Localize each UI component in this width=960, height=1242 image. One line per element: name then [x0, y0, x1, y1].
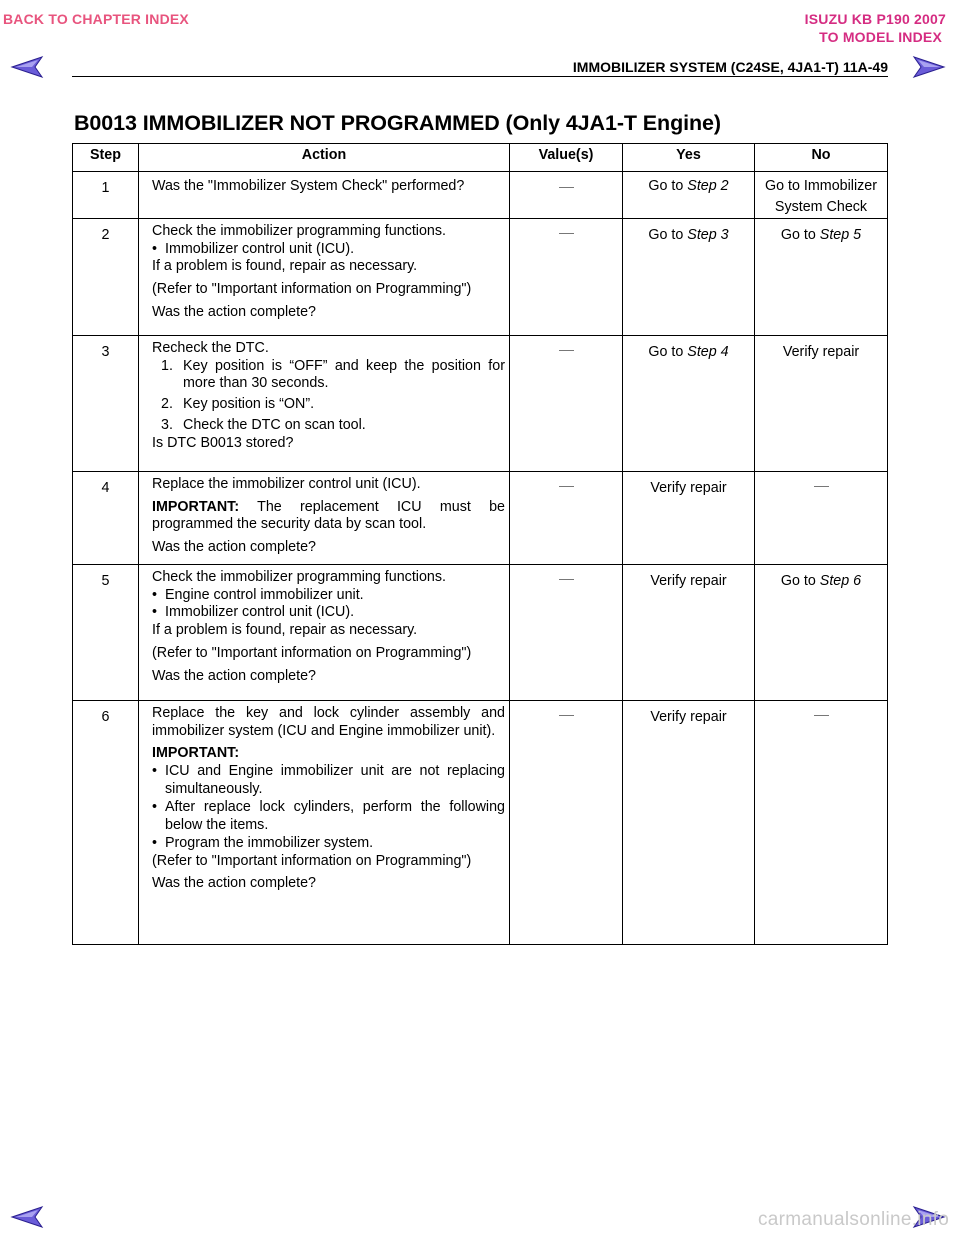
next-page-arrow-icon[interactable]: [912, 55, 946, 79]
empty-value-dash: [559, 350, 574, 351]
action-bullet: [152, 763, 505, 799]
value-cell: [510, 335, 623, 471]
yes-prefix: Go to: [648, 178, 688, 194]
action-bullet: [152, 799, 505, 835]
column-header-yes: Yes: [623, 144, 755, 172]
table-row: [73, 335, 888, 471]
step-number: 4: [73, 471, 139, 564]
value-cell: [510, 218, 623, 335]
empty-value-dash: [814, 486, 829, 487]
item-number: 1.: [161, 357, 173, 374]
action-important-note: [152, 499, 505, 535]
action-question: Was the action complete?: [152, 668, 316, 685]
bullet-text: Program the immobilizer system.: [165, 834, 374, 851]
no-step-link[interactable]: Step 5: [819, 226, 862, 243]
no-cell: [755, 564, 888, 700]
table-row: [73, 218, 888, 335]
column-header-step: Step: [73, 144, 139, 172]
bullet-text: Immobilizer control unit (ICU).: [165, 604, 355, 621]
no-prefix: Go to: [780, 226, 820, 243]
table-row: [73, 700, 888, 944]
bullet-text: Engine control immobilizer unit.: [165, 586, 364, 603]
no-cell: [755, 700, 888, 944]
step-number: 6: [73, 700, 139, 944]
no-cell: [755, 471, 888, 564]
action-question: Was the action complete?: [152, 304, 316, 321]
value-cell: [510, 471, 623, 564]
item-text: Check the DTC on scan tool.: [183, 417, 366, 434]
bullet-text: Immobilizer control unit (ICU).: [165, 240, 355, 257]
item-number: 2.: [161, 396, 173, 413]
yes-text: Verify repair: [650, 479, 727, 496]
action-text: Replace the immobilizer control unit (ICU).: [152, 475, 421, 492]
action-bullet: [152, 604, 505, 622]
model-title-link[interactable]: ISUZU KB P190 2007: [804, 11, 946, 27]
action-bullet: [152, 241, 505, 259]
previous-page-arrow-icon[interactable]: [10, 55, 44, 79]
empty-value-dash: [814, 715, 829, 716]
step-number: 5: [73, 564, 139, 700]
action-question: Was the action complete?: [152, 875, 316, 892]
action-text: If a problem is found, repair as necessary.: [152, 258, 418, 275]
item-text: Key position is “OFF” and keep the position for more than 30 seconds.: [183, 357, 505, 392]
no-cell: [755, 335, 888, 471]
yes-step-link[interactable]: Step 2: [687, 178, 729, 194]
step-number: 3: [73, 335, 139, 471]
yes-cell: [623, 218, 755, 335]
action-cell: [139, 218, 510, 335]
empty-value-dash: [559, 715, 574, 716]
action-text: Check the immobilizer programming functions.: [152, 568, 446, 585]
action-text: Replace the key and lock cylinder assembly and immobilizer system (ICU and Engine immobilizer unit).: [152, 704, 505, 739]
action-cell: [139, 172, 510, 219]
action-bullet: [152, 587, 505, 605]
yes-prefix: Go to: [648, 226, 688, 243]
no-text: System Check: [774, 198, 868, 215]
empty-value-dash: [559, 486, 574, 487]
important-label: IMPORTANT:: [152, 498, 240, 515]
action-numbered-item: [161, 417, 505, 435]
important-label: IMPORTANT:: [152, 745, 240, 762]
action-text: (Refer to "Important information on Programming"): [152, 852, 472, 869]
bullet-icon: •: [152, 586, 158, 603]
no-cell: [755, 172, 888, 219]
yes-cell: [623, 335, 755, 471]
action-cell: [139, 700, 510, 944]
action-text: Recheck the DTC.: [152, 339, 269, 356]
empty-value-dash: [559, 187, 574, 188]
item-number: 3.: [161, 417, 173, 434]
yes-step-link[interactable]: Step 4: [687, 343, 729, 360]
value-cell: [510, 564, 623, 700]
table-row: [73, 471, 888, 564]
action-text: Was the "Immobilizer System Check" performed?: [152, 178, 465, 194]
action-text: (Refer to "Important information on Programming"): [152, 645, 472, 662]
bullet-text: After replace lock cylinders, perform the following below the items.: [165, 799, 505, 833]
bullet-icon: •: [152, 763, 158, 780]
no-step-link[interactable]: Step 6: [819, 572, 862, 589]
important-text: The replacement ICU must be programmed the security data by scan tool.: [152, 498, 505, 533]
action-question: Is DTC B0013 stored?: [152, 435, 294, 452]
yes-cell: [623, 564, 755, 700]
page-title: B0013 IMMOBILIZER NOT PROGRAMMED (Only 4JA1-T Engine): [74, 111, 721, 135]
table-row: [73, 564, 888, 700]
bullet-icon: •: [152, 240, 158, 257]
no-prefix: Go to: [780, 572, 820, 589]
table-header-row: [73, 144, 888, 172]
action-numbered-item: [161, 396, 505, 414]
bullet-text: ICU and Engine immobilizer unit are not replacing simultaneously.: [165, 763, 505, 798]
action-cell: [139, 564, 510, 700]
model-index-link[interactable]: TO MODEL INDEX: [819, 29, 942, 45]
watermark: carmanualsonline.info: [758, 1209, 950, 1230]
action-numbered-item: [161, 358, 505, 394]
action-question: Was the action complete?: [152, 539, 316, 556]
bullet-icon: •: [152, 799, 158, 816]
action-text: (Refer to "Important information on Programming"): [152, 281, 472, 298]
action-bullet: [152, 835, 505, 853]
empty-value-dash: [559, 233, 574, 234]
back-to-chapter-index-link[interactable]: BACK TO CHAPTER INDEX: [3, 11, 189, 27]
no-text: Verify repair: [782, 343, 860, 360]
yes-text: Verify repair: [650, 572, 727, 589]
yes-cell: [623, 172, 755, 219]
no-cell: [755, 218, 888, 335]
step-number: 2: [73, 218, 139, 335]
yes-cell: [623, 700, 755, 944]
action-text: Check the immobilizer programming functions.: [152, 222, 446, 239]
table-row: [73, 172, 888, 219]
action-text: If a problem is found, repair as necessary.: [152, 622, 418, 639]
column-header-no: No: [755, 144, 888, 172]
yes-step-link[interactable]: Step 3: [687, 226, 729, 243]
value-cell: [510, 700, 623, 944]
yes-cell: [623, 471, 755, 564]
step-number: 1: [73, 172, 139, 219]
no-text: Go to Immobilizer: [764, 178, 878, 194]
bullet-icon: •: [152, 834, 158, 851]
column-header-action: Action: [139, 144, 510, 172]
item-text: Key position is “ON”.: [183, 396, 315, 413]
bullet-icon: •: [152, 604, 158, 621]
empty-value-dash: [559, 579, 574, 580]
action-cell: [139, 471, 510, 564]
yes-text: Verify repair: [650, 708, 727, 725]
action-cell: [139, 335, 510, 471]
value-cell: [510, 172, 623, 219]
column-header-values: Value(s): [510, 144, 623, 172]
previous-page-arrow-icon[interactable]: [10, 1205, 44, 1229]
header-rule: [72, 76, 888, 77]
yes-prefix: Go to: [648, 343, 688, 360]
section-header: IMMOBILIZER SYSTEM (C24SE, 4JA1-T) 11A-49: [572, 59, 888, 75]
diagnostic-table: [72, 143, 888, 945]
